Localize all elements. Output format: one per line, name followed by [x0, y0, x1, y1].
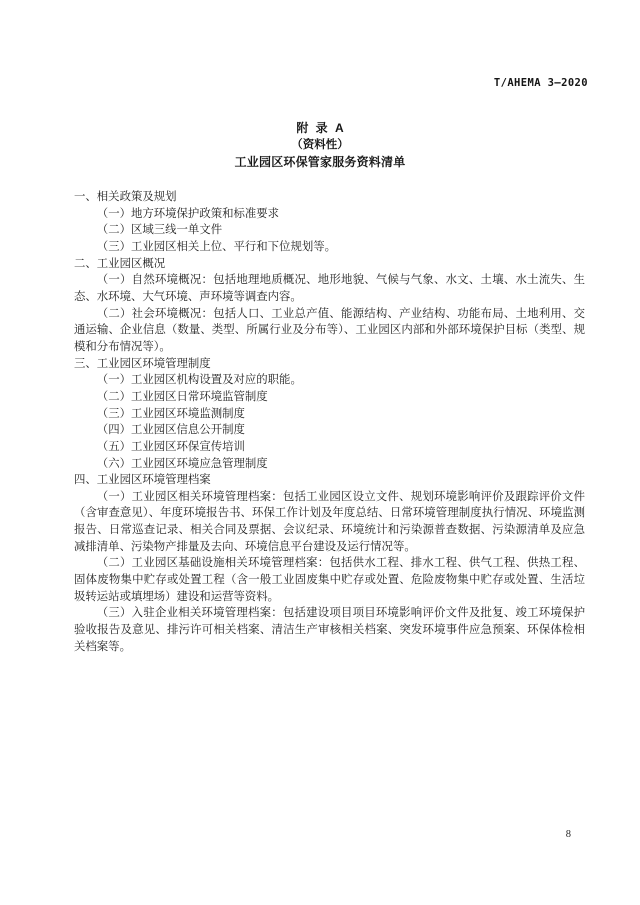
clause-item: （六）工业园区环境应急管理制度: [96, 457, 268, 470]
clause-item: （四）工业园区信息公开制度: [96, 424, 245, 437]
clause-item: （二）工业园区日常环境监管制度: [96, 390, 268, 403]
appendix-subtitle: 工业园区环保管家服务资料清单: [234, 154, 406, 169]
page-number: 8: [565, 829, 571, 840]
clause-item: （五）工业园区环保宣传培训: [96, 440, 245, 453]
clause-item: （二）社会环境概况：包括人口、工业总产值、能源结构、产业结构、功能布局、土地利用、交通运输、企业信息（数量、类型、所属行业及分布等）、工业园区内部和外部环境保护目标（类型、规模和分布情况等）。: [74, 307, 585, 353]
clause-item: （二）工业园区基础设施相关环境管理档案：包括供水工程、排水工程、供气工程、供热工程、固体废物集中贮存或处置工程（含一般工业固废集中贮存或处置、危险废物集中贮存或处置、生活垃圾转运站或填埋场）建设和运营等资料。: [74, 557, 585, 603]
clause-item: （一）地方环境保护政策和标准要求: [96, 207, 280, 220]
clause-item: （一）工业园区相关环境管理档案：包括工业园区设立文件、规划环境影响评价及跟踪评价文件（含审查意见）、年度环境报告书、环保工作计划及年度总结、日常环境管理制度执行情况、环境监测报告、日常巡查记录、相关合同及票据、会议纪录、环境统计和污染源普查数据、污染源清单及应急减排清单、污染物产排量及去向、环境信息平台建设及运行情况等。: [74, 490, 585, 553]
section-heading-2: 二、工业园区概况: [74, 257, 166, 270]
appendix-type-label: （资料性）: [291, 139, 349, 151]
standard-number-header: T/AHEMA 3—2020: [493, 77, 588, 89]
appendix-title: 附 录 A: [296, 121, 344, 135]
clause-item: （一）工业园区机构设置及对应的职能。: [96, 374, 302, 387]
clause-item: （一）自然环境概况：包括地理地质概况、地形地貌、气候与气象、水文、土壤、水土流失、生态、水环境、大气环境、声环境等调查内容。: [74, 274, 585, 303]
clause-item: （三）工业园区相关上位、平行和下位规划等。: [96, 240, 337, 253]
section-heading-1: 一、相关政策及规划: [74, 191, 177, 203]
clause-item: （二）区域三线一单文件: [96, 224, 223, 237]
clause-item: （三）工业园区环境监测制度: [96, 407, 245, 420]
clause-item: （三）入驻企业相关环境管理档案：包括建设项目项目环境影响评价文件及批复、竣工环境保护验收报告及意见、排污许可相关档案、清洁生产审核相关档案、突发环境事件应急预案、环保体检相关档案等。: [74, 607, 585, 653]
section-heading-4: 四、工业园区环境管理档案: [74, 474, 211, 487]
appendix-title-block: [0, 120, 640, 171]
section-heading-3: 三、工业园区环境管理制度: [74, 357, 211, 370]
document-body: [74, 189, 585, 655]
